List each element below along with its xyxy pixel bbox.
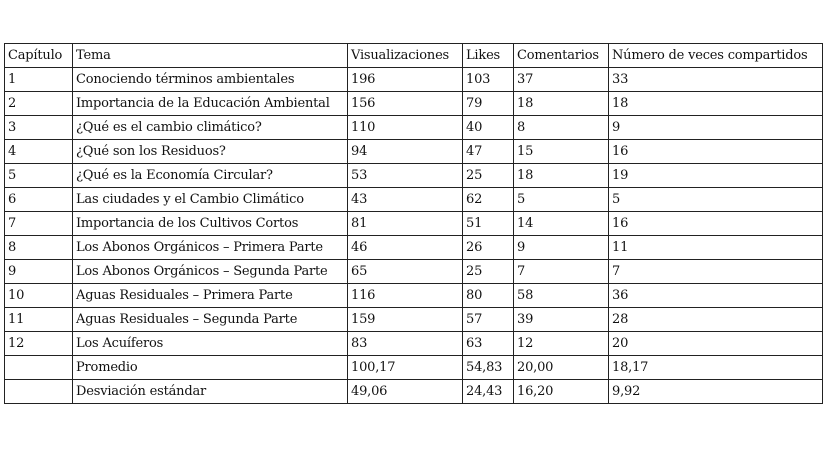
cell-visualizaciones: 53 xyxy=(348,164,463,188)
cell-capitulo xyxy=(5,380,73,404)
cell-tema: Los Abonos Orgánicos – Segunda Parte xyxy=(73,260,348,284)
cell-likes: 25 xyxy=(463,260,514,284)
cell-capitulo: 2 xyxy=(5,92,73,116)
cell-tema: Las ciudades y el Cambio Climático xyxy=(73,188,348,212)
table-body xyxy=(5,68,823,404)
cell-visualizaciones: 49,06 xyxy=(348,380,463,404)
cell-capitulo: 1 xyxy=(5,68,73,92)
header-visualizaciones: Visualizaciones xyxy=(348,44,463,68)
cell-tema: Importancia de los Cultivos Cortos xyxy=(73,212,348,236)
cell-compartidos: 16 xyxy=(609,140,823,164)
cell-capitulo: 10 xyxy=(5,284,73,308)
cell-likes: 51 xyxy=(463,212,514,236)
cell-visualizaciones: 94 xyxy=(348,140,463,164)
cell-visualizaciones: 83 xyxy=(348,332,463,356)
cell-capitulo: 5 xyxy=(5,164,73,188)
table-row xyxy=(5,212,823,236)
cell-capitulo: 9 xyxy=(5,260,73,284)
header-comentarios: Comentarios xyxy=(514,44,609,68)
table-row xyxy=(5,140,823,164)
cell-comentarios: 9 xyxy=(514,236,609,260)
cell-likes: 63 xyxy=(463,332,514,356)
cell-likes: 80 xyxy=(463,284,514,308)
cell-comentarios: 18 xyxy=(514,92,609,116)
cell-compartidos: 9,92 xyxy=(609,380,823,404)
cell-comentarios: 8 xyxy=(514,116,609,140)
cell-likes: 62 xyxy=(463,188,514,212)
table-row xyxy=(5,308,823,332)
cell-tema: Promedio xyxy=(73,356,348,380)
cell-visualizaciones: 100,17 xyxy=(348,356,463,380)
cell-comentarios: 16,20 xyxy=(514,380,609,404)
cell-capitulo: 3 xyxy=(5,116,73,140)
header-compartidos: Número de veces compartidos xyxy=(609,44,823,68)
cell-comentarios: 37 xyxy=(514,68,609,92)
table-row-average xyxy=(5,356,823,380)
table-row xyxy=(5,188,823,212)
cell-likes: 54,83 xyxy=(463,356,514,380)
table-row xyxy=(5,68,823,92)
cell-likes: 24,43 xyxy=(463,380,514,404)
cell-compartidos: 9 xyxy=(609,116,823,140)
table-row-std-deviation xyxy=(5,380,823,404)
table-row xyxy=(5,116,823,140)
cell-visualizaciones: 46 xyxy=(348,236,463,260)
cell-likes: 57 xyxy=(463,308,514,332)
header-likes: Likes xyxy=(463,44,514,68)
cell-tema: ¿Qué es la Economía Circular? xyxy=(73,164,348,188)
table-row xyxy=(5,332,823,356)
cell-comentarios: 7 xyxy=(514,260,609,284)
cell-comentarios: 39 xyxy=(514,308,609,332)
cell-comentarios: 20,00 xyxy=(514,356,609,380)
cell-visualizaciones: 110 xyxy=(348,116,463,140)
cell-compartidos: 18,17 xyxy=(609,356,823,380)
cell-visualizaciones: 196 xyxy=(348,68,463,92)
cell-tema: Los Abonos Orgánicos – Primera Parte xyxy=(73,236,348,260)
table-row xyxy=(5,164,823,188)
table-row xyxy=(5,260,823,284)
cell-tema: Conociendo términos ambientales xyxy=(73,68,348,92)
cell-comentarios: 58 xyxy=(514,284,609,308)
cell-compartidos: 20 xyxy=(609,332,823,356)
cell-compartidos: 36 xyxy=(609,284,823,308)
cell-compartidos: 33 xyxy=(609,68,823,92)
cell-comentarios: 15 xyxy=(514,140,609,164)
cell-comentarios: 5 xyxy=(514,188,609,212)
cell-capitulo: 12 xyxy=(5,332,73,356)
cell-comentarios: 14 xyxy=(514,212,609,236)
cell-likes: 47 xyxy=(463,140,514,164)
cell-tema: Importancia de la Educación Ambiental xyxy=(73,92,348,116)
cell-compartidos: 19 xyxy=(609,164,823,188)
table-row xyxy=(5,284,823,308)
table-header-row xyxy=(5,44,823,68)
cell-visualizaciones: 159 xyxy=(348,308,463,332)
cell-likes: 26 xyxy=(463,236,514,260)
cell-tema: ¿Qué es el cambio climático? xyxy=(73,116,348,140)
cell-visualizaciones: 65 xyxy=(348,260,463,284)
statistics-table xyxy=(4,43,823,404)
cell-visualizaciones: 116 xyxy=(348,284,463,308)
cell-comentarios: 18 xyxy=(514,164,609,188)
cell-capitulo xyxy=(5,356,73,380)
cell-likes: 40 xyxy=(463,116,514,140)
cell-capitulo: 4 xyxy=(5,140,73,164)
cell-tema: Aguas Residuales – Segunda Parte xyxy=(73,308,348,332)
table-row xyxy=(5,236,823,260)
cell-tema: ¿Qué son los Residuos? xyxy=(73,140,348,164)
cell-comentarios: 12 xyxy=(514,332,609,356)
cell-tema: Aguas Residuales – Primera Parte xyxy=(73,284,348,308)
cell-capitulo: 11 xyxy=(5,308,73,332)
cell-likes: 79 xyxy=(463,92,514,116)
cell-compartidos: 16 xyxy=(609,212,823,236)
cell-likes: 103 xyxy=(463,68,514,92)
cell-compartidos: 5 xyxy=(609,188,823,212)
table-row xyxy=(5,92,823,116)
cell-capitulo: 8 xyxy=(5,236,73,260)
cell-tema: Desviación estándar xyxy=(73,380,348,404)
cell-compartidos: 7 xyxy=(609,260,823,284)
cell-compartidos: 11 xyxy=(609,236,823,260)
header-capitulo: Capítulo xyxy=(5,44,73,68)
cell-compartidos: 18 xyxy=(609,92,823,116)
cell-compartidos: 28 xyxy=(609,308,823,332)
cell-visualizaciones: 81 xyxy=(348,212,463,236)
cell-capitulo: 6 xyxy=(5,188,73,212)
cell-visualizaciones: 43 xyxy=(348,188,463,212)
cell-likes: 25 xyxy=(463,164,514,188)
cell-capitulo: 7 xyxy=(5,212,73,236)
header-tema: Tema xyxy=(73,44,348,68)
cell-tema: Los Acuíferos xyxy=(73,332,348,356)
cell-visualizaciones: 156 xyxy=(348,92,463,116)
